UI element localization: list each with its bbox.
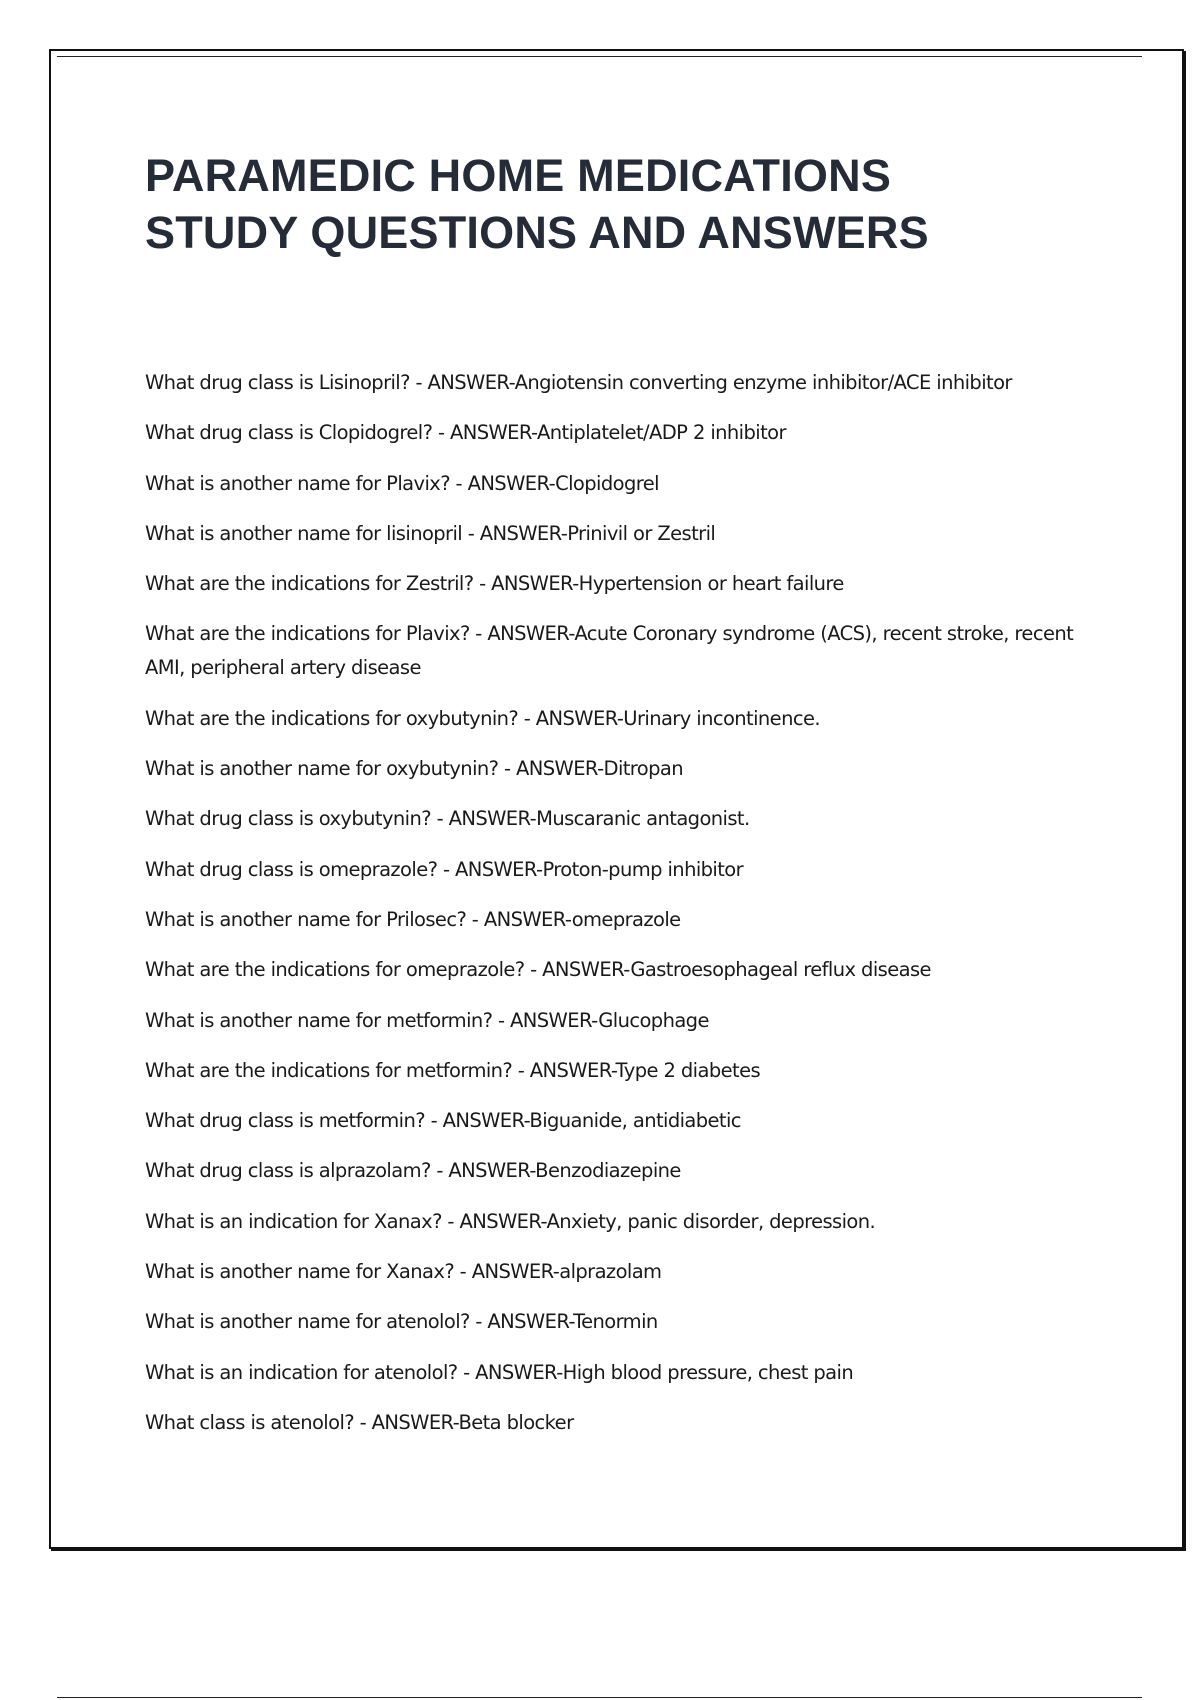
qa-item: What are the indications for Zestril? - ANSWER-Hypertension or heart failure	[145, 572, 844, 596]
qa-item: What are the indications for Plavix? - ANSWER-Acute Coronary syndrome (ACS), recent stroke, recent AMI, peripheral artery disease	[145, 622, 1074, 680]
qa-item: What is another name for Plavix? - ANSWER-Clopidogrel	[145, 471, 659, 495]
qa-item: What drug class is oxybutynin? - ANSWER-Muscaranic antagonist.	[145, 807, 750, 831]
qa-item: What is another name for atenolol? - ANSWER-Tenormin	[145, 1310, 658, 1334]
title-line-2: STUDY QUESTIONS AND ANSWERS	[145, 207, 929, 258]
qa-item: What drug class is omeprazole? - ANSWER-Proton-pump inhibitor	[145, 857, 744, 881]
bottom-rule	[57, 1697, 1142, 1698]
qa-item: What are the indications for metformin? - ANSWER-Type 2 diabetes	[145, 1058, 761, 1082]
qa-list	[145, 366, 1095, 1456]
qa-item: What is an indication for Xanax? - ANSWER-Anxiety, panic disorder, depression.	[145, 1209, 876, 1233]
qa-item: What drug class is alprazolam? - ANSWER-Benzodiazepine	[145, 1159, 681, 1183]
qa-item: What class is atenolol? - ANSWER-Beta blocker	[145, 1410, 574, 1434]
qa-item: What drug class is Lisinopril? - ANSWER-Angiotensin converting enzyme inhibitor/ACE inhibitor	[145, 371, 1012, 394]
qa-item: What are the indications for omeprazole? - ANSWER-Gastroesophageal reflux disease	[145, 958, 931, 982]
qa-item: What is another name for lisinopril - ANSWER-Prinivil or Zestril	[145, 521, 716, 545]
qa-item: What is another name for metformin? - ANSWER-Glucophage	[145, 1008, 709, 1032]
qa-item: What is another name for oxybutynin? - ANSWER-Ditropan	[145, 757, 684, 781]
qa-item: What drug class is Clopidogrel? - ANSWER-Antiplatelet/ADP 2 inhibitor	[145, 421, 786, 445]
document-title	[145, 147, 1145, 261]
qa-item: What is another name for Prilosec? - ANSWER-omeprazole	[145, 907, 681, 931]
qa-item: What is another name for Xanax? - ANSWER-alprazolam	[145, 1260, 662, 1284]
qa-item: What is an indication for atenolol? - ANSWER-High blood pressure, chest pain	[145, 1360, 854, 1384]
title-line-1: PARAMEDIC HOME MEDICATIONS	[145, 150, 892, 201]
qa-item: What drug class is metformin? - ANSWER-Biguanide, antidiabetic	[145, 1109, 741, 1133]
qa-item: What are the indications for oxybutynin? - ANSWER-Urinary incontinence.	[145, 706, 820, 730]
top-rule	[57, 56, 1142, 57]
